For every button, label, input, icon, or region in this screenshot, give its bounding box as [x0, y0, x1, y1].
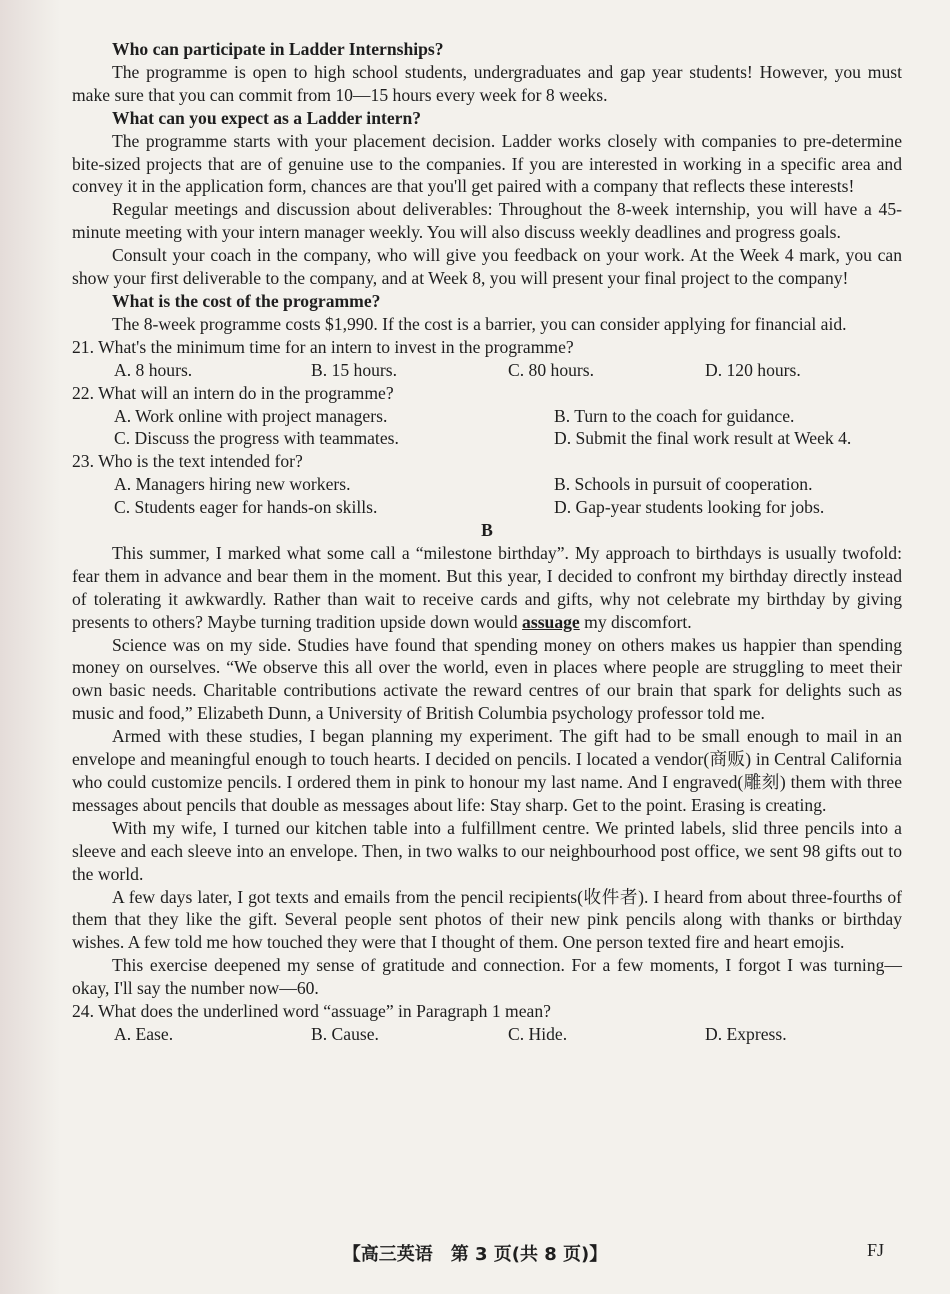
paragraph-b3: Armed with these studies, I began planning my experiment. The gift had to be small enough to mail in an envelope and meaningful enough to touch hearts. I decided on pencils. I located a vendor(商贩) in Central California who could customize pencils. I ordered them in pink to honour my last name. And I engraved(雕刻) them with three messages about pencils that double as messages about life: Stay sharp. Get to the point. Erasing is creating. [72, 726, 902, 815]
question-23-stem: 23. Who is the text intended for? [72, 451, 303, 472]
option-22b: B. Turn to the coach for guidance. [554, 405, 795, 426]
option-21b: B. 15 hours. [311, 359, 398, 380]
page-edge-shadow [0, 0, 60, 1294]
footer-label: 【高三英语 第 3 页(共 8 页)】 [342, 1244, 608, 1265]
option-21a: A. 8 hours. [114, 359, 193, 380]
paragraph-meetings: Regular meetings and discussion about deliverables: Throughout the 8-week internship, you will have a 45-minute meeting with your intern manager weekly. You will also discuss weekly deadlines and progress goals. [72, 199, 902, 243]
paragraph-b1-text-b: my discomfort. [579, 611, 692, 632]
option-24c: C. Hide. [508, 1023, 568, 1044]
paragraph-b2: Science was on my side. Studies have found that spending money on others makes us happier than spending money on ourselves. “We observe this all over the world, even in places where people are struggling to meet their own basic needs. Charitable contributions activate the reward centres of our brain that spark for delights such as music and food,” Elizabeth Dunn, a University of British Columbia psychology professor told me. [72, 634, 902, 724]
paragraph-placement: The programme starts with your placement decision. Ladder works closely with companies to pre-determine bite-sized projects that are of genuine use to the companies. If you are interested in working in a specific area and convey it in the application form, chances are that you'll get paired with a company that reflects these interests! [72, 130, 902, 197]
exam-page [72, 38, 902, 1046]
heading-cost: What is the cost of the programme? [112, 290, 381, 311]
page-footer [0, 1240, 950, 1266]
footer-code: FJ [866, 1240, 884, 1260]
option-23c: C. Students eager for hands-on skills. [114, 497, 378, 518]
question-24-stem: 24. What does the underlined word “assuage” in Paragraph 1 mean? [72, 1001, 551, 1022]
section-b-label: B [481, 520, 493, 541]
question-23-options [72, 473, 902, 519]
question-24-options [72, 1023, 902, 1046]
underlined-word: assuage [522, 611, 580, 632]
question-22-options [72, 405, 902, 451]
option-24d: D. Express. [705, 1023, 787, 1044]
option-21d: D. 120 hours. [705, 359, 801, 380]
heading-expect: What can you expect as a Ladder intern? [112, 107, 422, 128]
option-24b: B. Cause. [311, 1023, 379, 1044]
paragraph-b1 [72, 542, 902, 634]
paragraph-coach: Consult your coach in the company, who will give you feedback on your work. At the Week 4 mark, you can show your first deliverable to the company, and at Week 8, you will present your final project to the company! [72, 245, 902, 289]
paragraph-b6: This exercise deepened my sense of gratitude and connection. For a few moments, I forgot I was turning—okay, I'll say the number now—60. [72, 955, 902, 999]
option-21c: C. 80 hours. [508, 359, 595, 380]
paragraph-cost: The 8-week programme costs $1,990. If the cost is a barrier, you can consider applying for financial aid. [112, 313, 847, 334]
paragraph-b5: A few days later, I got texts and emails from the pencil recipients(收件者). I heard from about three-fourths of them that they like the gift. Several people sent photos of their new pink pencils along with thanks or birthday wishes. A few told me how touched they were that I thought of them. One person texted fire and heart emojis. [72, 886, 902, 953]
option-23b: B. Schools in pursuit of cooperation. [554, 474, 813, 495]
question-22-stem: 22. What will an intern do in the programme? [72, 382, 394, 403]
option-22a: A. Work online with project managers. [114, 405, 388, 426]
question-21-stem: 21. What's the minimum time for an intern to invest in the programme? [72, 336, 574, 357]
option-23a: A. Managers hiring new workers. [114, 474, 351, 495]
paragraph-eligibility: The programme is open to high school students, undergraduates and gap year students! However, you must make sure that you can commit from 10—15 hours every week for 8 weeks. [72, 61, 902, 105]
option-22d: D. Submit the final work result at Week 4. [554, 428, 852, 449]
option-22c: C. Discuss the progress with teammates. [114, 428, 399, 449]
paragraph-b4: With my wife, I turned our kitchen table into a fulfillment centre. We printed labels, slid three pencils into a sleeve and each sleeve into an envelope. Then, in two walks to our neighbourhood post office, we sent 98 gifts out to the world. [72, 817, 902, 884]
option-23d: D. Gap-year students looking for jobs. [554, 497, 825, 518]
heading-participate: Who can participate in Ladder Internships? [112, 39, 444, 59]
question-21-options [72, 359, 902, 382]
option-24a: A. Ease. [114, 1023, 174, 1044]
paragraph-b1-text-a: This summer, I marked what some call a “milestone birthday”. My approach to birthdays is usually twofold: fear them in advance and bear them in the moment. But this year, I decided to confront my birthday directly instead of tolerating it awkwardly. Rather than wait to receive cards and gifts, why not celebrate my birthday by giving presents to others? Maybe turning tradition upside down would [72, 542, 902, 632]
